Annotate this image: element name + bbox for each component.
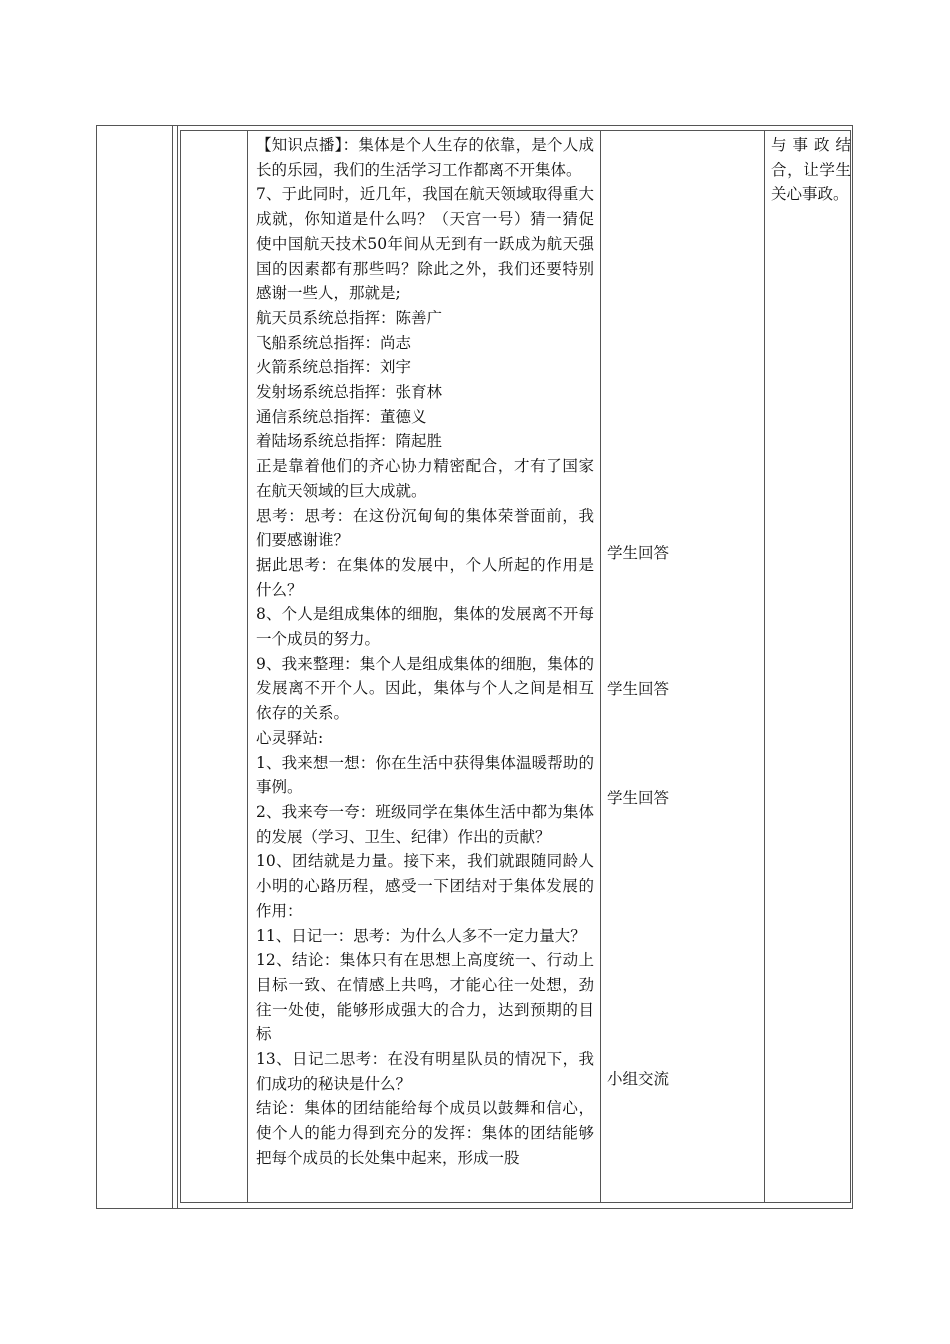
heart-station-heading: 心灵驿站: — [256, 728, 324, 747]
inner-table — [180, 130, 851, 1203]
commander-landing: 着陆场系统总指挥：隋起胜 — [256, 432, 443, 451]
content-item-13: 13、日记二思考：在没有明星队员的情况下，我们成功的秘诀是什么？ — [256, 1050, 594, 1093]
design-note — [771, 133, 851, 207]
content-item-10: 10、团结就是力量。接下来，我们就跟随同龄人小明的心路历程，感受一下团结对于集体发展的作用： — [256, 852, 594, 920]
outer-table — [96, 125, 853, 1209]
commander-spacecraft: 飞船系统总指挥：尚志 — [256, 333, 412, 352]
student-activity-4: 小组交流 — [607, 1070, 670, 1088]
content-achievement: 正是靠着他们的齐心协力精密配合，才有了国家在航天领域的巨大成就。 — [256, 457, 594, 500]
commander-rocket: 火箭系统总指挥：刘宇 — [256, 358, 412, 377]
teaching-content — [256, 133, 594, 1171]
heart-station-item-1: 1、我来想一想：你在生活中获得集体温暖帮助的事例。 — [256, 753, 594, 797]
commander-communication: 通信系统总指挥：董德义 — [256, 407, 427, 426]
content-item-7: 7、于此同时，近几年，我国在航天领域取得重大成就，你知道是什么吗？（天宫一号）猜一猜促使中国航天技术50年间从无到有一跃成为航天强国的因素都有那些吗？除此之外，我们还要特别感谢一些人，那就是; — [256, 185, 594, 303]
student-activity-1: 学生回答 — [607, 544, 670, 562]
outer-column-divider-2 — [177, 126, 178, 1208]
student-activity-3: 学生回答 — [607, 789, 670, 807]
design-note-text: 与事政结合，让学生关心事政。 — [771, 136, 851, 204]
content-item-11: 11、日记一：思考：为什么人多不一定力量大？ — [256, 926, 586, 945]
knowledge-point: 【知识点播】：集体是个人生存的依靠，是个人成长的乐园，我们的生活学习工作都离不开集体。 — [256, 136, 594, 179]
column-divider-note — [764, 131, 765, 1202]
column-divider-student — [600, 131, 601, 1202]
content-question-role: 据此思考：在集体的发展中，个人所起的作用是什么？ — [256, 555, 594, 599]
commander-launch-site: 发射场系统总指挥：张育林 — [256, 383, 443, 402]
outer-column-divider — [172, 126, 173, 1208]
content-conclusion: 结论：集体的团结能给每个成员以鼓舞和信心，使个人的能力得到充分的发挥：集体的团结能够把每个成员的长处集中起来，形成一股 — [256, 1099, 594, 1167]
student-activity-2: 学生回答 — [607, 680, 670, 698]
content-question-thanks: 思考：思考：在这份沉甸甸的集体荣誉面前，我们要感谢谁？ — [256, 506, 594, 550]
content-item-12: 12、结论：集体只有在思想上高度统一、行动上目标一致、在情感上共鸣，才能心往一处想，劲往一处使，能够形成强大的合力，达到预期的目标 — [256, 951, 594, 1044]
heart-station-item-2: 2、我来夸一夸：班级同学在集体生活中都为集体的发展（学习、卫生、纪律）作出的贡献？ — [256, 802, 594, 846]
content-item-8: 8、个人是组成集体的细胞，集体的发展离不开每一个成员的努力。 — [256, 605, 594, 649]
content-item-9: 9、我来整理：集个人是组成集体的细胞，集体的发展离不开个人。因此，集体与个人之间是相互依存的关系。 — [256, 654, 594, 723]
commander-astronaut: 航天员系统总指挥：陈善广 — [256, 308, 443, 327]
column-divider-content — [247, 131, 248, 1202]
